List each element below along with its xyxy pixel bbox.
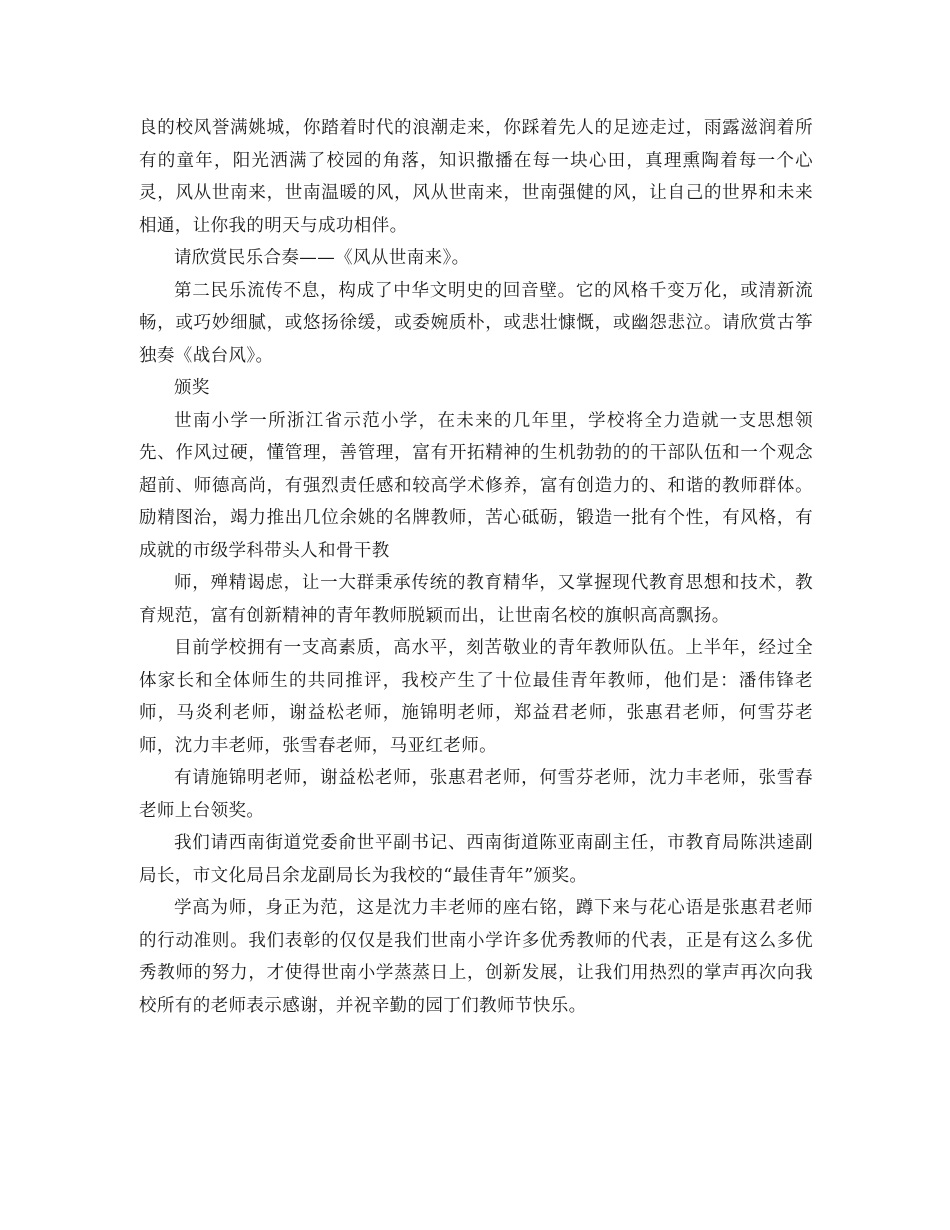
paragraph-10: 学高为师，身正为范，这是沈力丰老师的座右铭，蹲下来与花心语是张惠君老师的行动准则。我们表彰的仅仅是我们世南小学许多优秀教师的代表，正是有这么多优秀教师的努力，才使得世南小学蒸蒸日上，创新发展，让我们用热烈的掌声再次向我校所有的老师表示感谢，并祝辛勤的园丁们教师节快乐。 [139, 898, 813, 1016]
paragraph-5: 世南小学一所浙江省示范小学，在未来的几年里，学校将全力造就一支思想领先、作风过硬，懂管理，善管理，富有开拓精神的生机勃勃的的干部队伍和一个观念超前、师德高尚，有强烈责任感和较高学术修养，富有创造力的、和谐的教师群体。励精图治，竭力推出几位余姚的名牌教师，苦心砥砺，锻造一批有个性，有风格，有成就的市级学科带头人和骨干教 [139, 410, 813, 561]
document-body [139, 112, 813, 1022]
paragraph-2: 请欣赏民乐合奏——《风从世南来》。 [174, 248, 470, 268]
paragraph-3: 第二民乐流传不息，构成了中华文明史的回音壁。它的风格千变万化，或清新流畅，或巧妙细腻，或悠扬徐缓，或委婉质朴，或悲壮慷慨，或幽怨悲泣。请欣赏古筝独奏《战台风》。 [139, 280, 813, 366]
paragraph-7: 目前学校拥有一支高素质，高水平，刻苦敬业的青年教师队伍。上半年，经过全体家长和全体师生的共同推评，我校产生了十位最佳青年教师，他们是：潘伟锋老师，马炎利老师，谢益松老师，施锦明老师，郑益君老师，张惠君老师，何雪芬老师，沈力丰老师，张雪春老师，马亚红老师。 [139, 638, 813, 756]
paragraph-6: 师，殚精谒虑，让一大群秉承传统的教育精华，又掌握现代教育思想和技术，教育规范，富有创新精神的青年教师脱颖而出，让世南名校的旗帜高高飘扬。 [139, 573, 813, 626]
paragraph-8: 有请施锦明老师，谢益松老师，张惠君老师，何雪芬老师，沈力丰老师，张雪春老师上台领奖。 [139, 768, 813, 821]
paragraph-1: 良的校风誉满姚城，你踏着时代的浪潮走来，你踩着先人的足迹走过，雨露滋润着所有的童年，阳光洒满了校园的角落，知识撒播在每一块心田，真理熏陶着每一个心灵，风从世南来，世南温暖的风，风从世南来，世南强健的风，让自己的世界和未来相通，让你我的明天与成功相伴。 [139, 118, 813, 236]
paragraph-4: 颁奖 [174, 378, 210, 398]
paragraph-9: 我们请西南街道党委俞世平副书记、西南街道陈亚南副主任，市教育局陈洪逵副局长，市文化局吕余龙副局长为我校的“最佳青年”颁奖。 [139, 833, 813, 886]
